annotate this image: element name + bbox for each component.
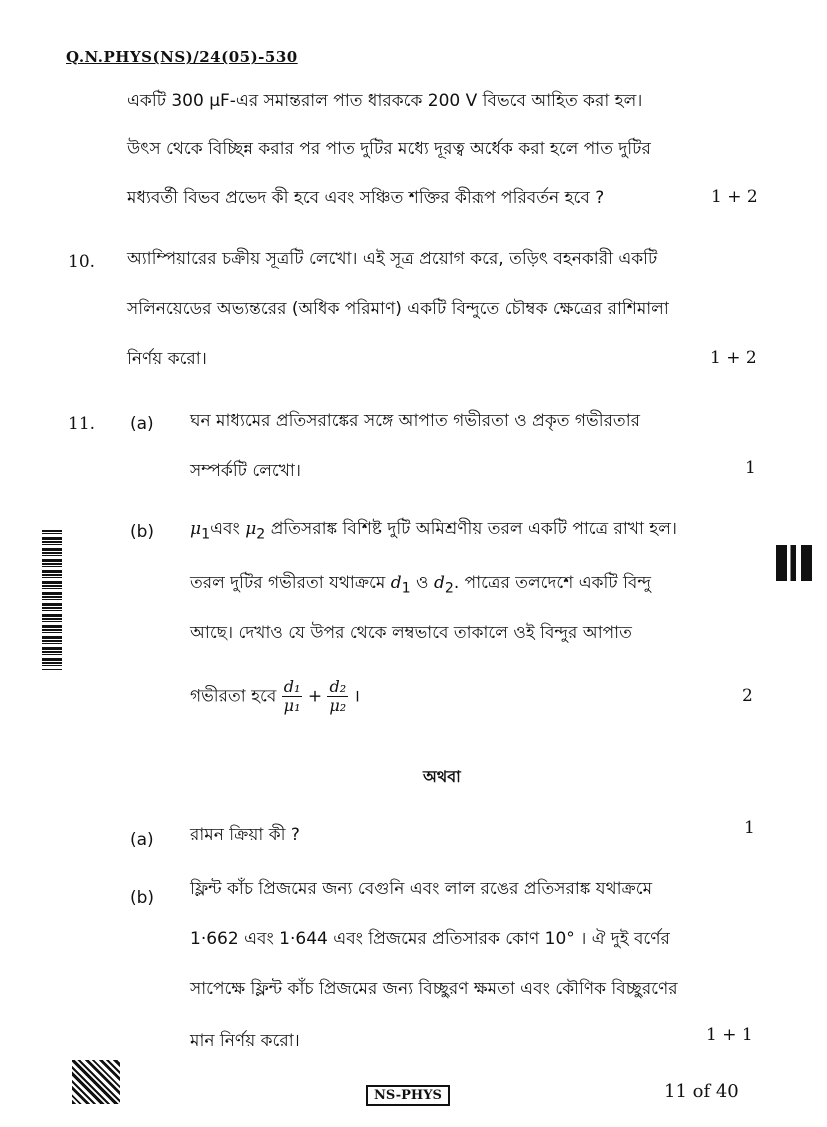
q10-number: 10.	[68, 252, 96, 272]
fraction-1	[282, 678, 303, 715]
alt-b-line-2: 1·662 এবং 1·644 এবং প্রিজমের প্রতিসারক কোণ 10° । ঐ দুই বর্ণের	[190, 929, 670, 949]
alt-a-text: রামন ক্রিয়া কী ?	[190, 825, 300, 845]
text-segment: গভীরতা হবে	[190, 686, 277, 707]
alt-a-marks: 1	[744, 818, 755, 838]
q10-line-2: সলিনয়েডের অভ্যন্তরের (অধিক পরিমাণ) একটি বিন্দুতে চৌম্বক ক্ষেত্রের রাশিমালা	[127, 299, 669, 319]
footer-code: NS-PHYS	[366, 1085, 450, 1106]
denominator: μ₁	[283, 696, 301, 715]
alt-a-label: (a)	[130, 830, 154, 850]
paper-code: Q.N.PHYS(NS)/24(05)-530	[66, 48, 298, 66]
q11-b-line-2	[190, 572, 651, 599]
numerator: d₂	[329, 677, 347, 696]
q9-line-1: একটি 300 μF-এর সমান্তরাল পাত ধারককে 200 V বিভবে আহিত করা হল।	[127, 91, 643, 111]
qr-code-image	[72, 1060, 120, 1104]
conjunction: এবং	[210, 519, 240, 539]
text-segment: তরল দুটির গভীরতা যথাক্রমে	[190, 573, 386, 593]
q11-a-label: (a)	[130, 414, 154, 434]
conjunction: ও	[416, 573, 429, 593]
alt-b-label: (b)	[130, 888, 155, 908]
subscript: 1	[201, 526, 211, 543]
q11-b-line-4	[190, 678, 360, 715]
q10-marks: 1 + 2	[710, 348, 757, 368]
subscript: 2	[444, 580, 454, 597]
numerator: d₁	[283, 677, 301, 696]
q11-number: 11.	[68, 414, 96, 434]
fraction-2	[327, 678, 348, 715]
depth-symbol: d	[390, 573, 402, 593]
depth-symbol: d	[433, 573, 445, 593]
alt-b-line-4: মান নির্ণয় করো।	[190, 1031, 300, 1051]
alt-b-line-1: ফ্লিন্ট কাঁচ প্রিজমের জন্য বেগুনি এবং লাল রঙের প্রতিসরাঙ্ক যথাক্রমে	[190, 879, 653, 899]
subscript: 2	[256, 526, 266, 543]
text-segment: ।	[353, 686, 360, 707]
subscript: 1	[401, 580, 411, 597]
q11-a-line-1: ঘন মাধ্যমের প্রতিসরাঙ্কের সঙ্গে আপাত গভীরতা ও প্রকৃত গভীরতার	[190, 411, 640, 431]
q11-a-line-2: সম্পর্কটি লেখো।	[190, 461, 301, 481]
q11-a-marks: 1	[745, 458, 756, 478]
q11-b-marks: 2	[742, 686, 753, 706]
q10-line-1: অ্যাম্পিয়ারের চক্রীয় সূত্রটি লেখো। এই সূত্র প্রয়োগ করে, তড়িৎ বহনকারী একটি	[127, 249, 658, 269]
q11-b-line-1	[190, 518, 677, 545]
qr-code-image	[776, 545, 812, 581]
page-number: 11 of 40	[664, 1081, 739, 1102]
q11-b-label: (b)	[130, 522, 155, 542]
q9-line-2: উৎস থেকে বিচ্ছিন্ন করার পর পাত দুটির মধ্যে দূরত্ব অর্ধেক করা হলে পাত দুটির	[127, 139, 651, 159]
q11-b-line-3: আছে। দেখাও যে উপর থেকে লম্বভাবে তাকালে ওই বিন্দুর আপাত	[190, 623, 632, 643]
or-heading: অথবা	[423, 767, 461, 786]
mu-symbol: μ	[190, 519, 202, 539]
text-segment: . পাত্রের তলদেশে একটি বিন্দু	[453, 573, 652, 593]
barcode-image	[42, 530, 62, 670]
denominator: μ₂	[329, 696, 347, 715]
text-segment: প্রতিসরাঙ্ক বিশিষ্ট দুটি অমিশ্রণীয় তরল একটি পাত্রে রাখা হল।	[270, 519, 677, 539]
mu-symbol: μ	[245, 519, 257, 539]
q10-line-3: নির্ণয় করো।	[127, 349, 207, 369]
q9-line-3: মধ্যবর্তী বিভব প্রভেদ কী হবে এবং সঞ্চিত শক্তির কীরূপ পরিবর্তন হবে ?	[127, 188, 605, 208]
q9-marks: 1 + 2	[711, 187, 758, 207]
alt-b-line-3: সাপেক্ষে ফ্লিন্ট কাঁচ প্রিজমের জন্য বিচ্ছুরণ ক্ষমতা এবং কৌণিক বিচ্ছুরণের	[190, 979, 678, 999]
alt-b-marks: 1 + 1	[706, 1025, 753, 1045]
plus-sign: +	[307, 686, 323, 707]
